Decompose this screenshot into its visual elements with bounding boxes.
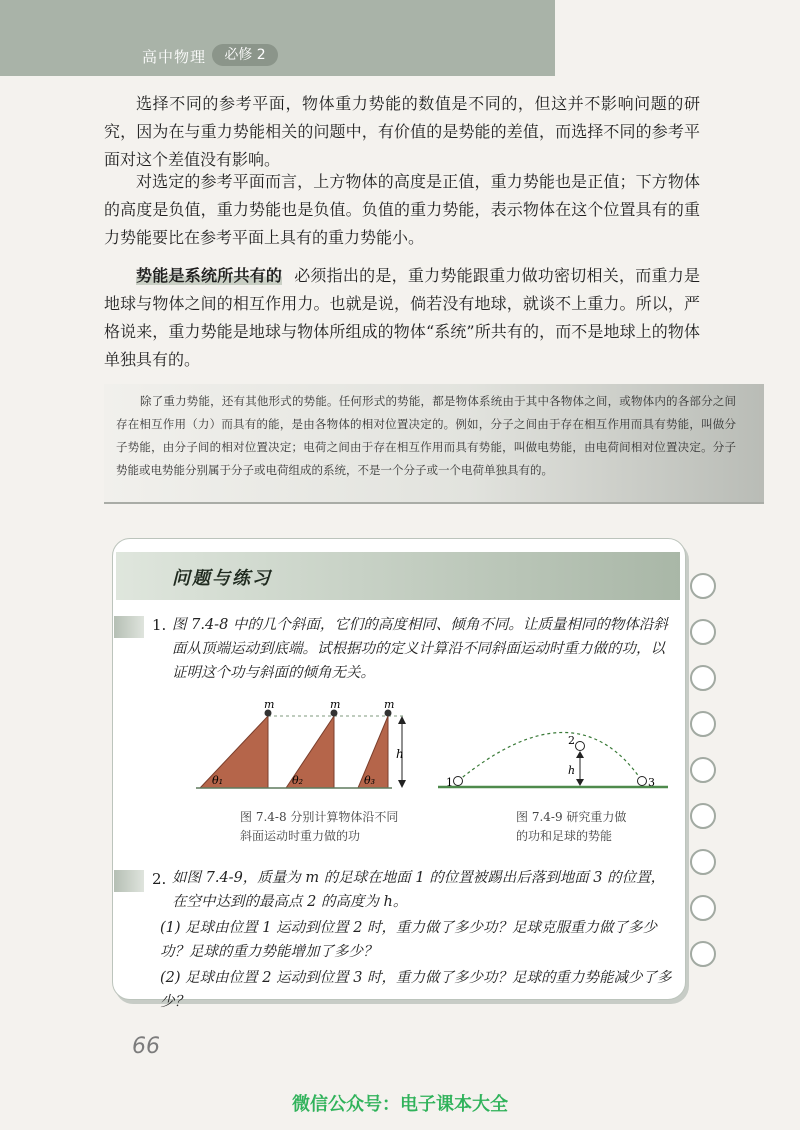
- position-label-2: 2: [568, 734, 575, 747]
- height-label: h: [396, 747, 404, 761]
- exercise-title: 问题与练习: [172, 568, 272, 589]
- paragraph-reference-plane: 选择不同的参考平面，物体重力势能的数值是不同的，但这并不影响问题的研究，因为在与重力势能相关的问题中，有价值的是势能的差值，而选择不同的参考平面对这个差值没有影响。: [104, 94, 700, 169]
- football-position-3: [638, 777, 647, 786]
- position-label-3: 3: [648, 776, 655, 789]
- reading-text: 除了重力势能，还有其他形式的势能。任何形式的势能，都是物体系统由于其中各物体之间，或物体内的各部分之间存在相互作用（力）而具有的能，是由各物体的相对位置决定的。例如，分子之间由于存在相互作用而具有势能，叫做分子势能，由分子间的相对位置决定；电荷之间由于存在相互作用而具有势能，叫做电势能，由电荷间相对位置决定。分子势能或电势能分别属于分子或电荷组成的系统，不是一个分子或一个电荷单独具有的。: [116, 394, 736, 477]
- mass-label: m: [384, 698, 395, 711]
- mass-label: m: [330, 698, 341, 711]
- position-label-1: 1: [446, 776, 453, 789]
- angle-label-2: θ₂: [292, 774, 304, 787]
- figure-football: [438, 733, 668, 790]
- height-arrowhead-up: [398, 716, 406, 724]
- question-2-sub-2: (2) 足球由位置 2 运动到位置 3 时，重力做了多少功？足球的重力势能减少了多少？: [160, 970, 672, 1010]
- figure-1-caption: 图 7.4-8 分别计算物体沿不同斜面运动时重力做的功: [240, 810, 399, 843]
- figure-inclines: [196, 698, 406, 788]
- question-2-text: 如图 7.4-9，质量为 m 的足球在地面 1 的位置被踢出后落到地面 3 的位置，在空中达到的最高点 2 的高度为 h。: [172, 870, 666, 910]
- football-position-2: [576, 742, 585, 751]
- trajectory-curve: [458, 733, 642, 782]
- volume-badge: 必修 2: [212, 44, 278, 66]
- section-body: 必须指出的是，重力势能跟重力做功密切相关，而重力是地球与物体之间的相互作用力。也就是说，倘若没有地球，就谈不上重力。所以，严格说来，重力势能是地球与物体所组成的物体“系统”所共有的，而不是地球上的物体单独具有的。: [104, 266, 700, 369]
- height-label: h: [568, 764, 576, 777]
- incline-1: [200, 716, 268, 788]
- question-2-number: 2.: [152, 870, 167, 888]
- section-heading: 势能是系统所共有的: [136, 266, 283, 285]
- book-title: 高中物理: [142, 48, 207, 66]
- figure-2-caption: 图 7.4-9 研究重力做的功和足球的势能: [516, 810, 627, 843]
- angle-label-1: θ₁: [212, 774, 224, 787]
- paragraph-sign-of-energy: 对选定的参考平面而言，上方物体的高度是正值，重力势能也是正值；下方物体的高度是负值，重力势能也是负值。负值的重力势能，表示物体在这个位置具有的重力势能要比在参考平面上具有的重力势能小。: [104, 172, 700, 247]
- height-arrowhead-down: [576, 779, 584, 786]
- watermark-text: 微信公众号：电子课本大全: [292, 1094, 508, 1115]
- height-arrowhead-up: [576, 751, 584, 758]
- football-position-1: [454, 777, 463, 786]
- height-arrowhead-down: [398, 780, 406, 788]
- mass-label: m: [264, 698, 275, 711]
- angle-label-3: θ₃: [364, 774, 376, 787]
- question-2-sub-1: (1) 足球由位置 1 运动到位置 2 时，重力做了多少功？足球克服重力做了多少功？足球的重力势能增加了多少？: [160, 920, 658, 960]
- question-marker: [114, 870, 144, 892]
- page-number: 66: [132, 1034, 160, 1059]
- question-1-number: 1.: [152, 616, 167, 634]
- question-1-text: 图 7.4-8 中的几个斜面，它们的高度相同、倾角不同。让质量相同的物体沿斜面从顶端运动到底端。试根据功的定义计算沿不同斜面运动时重力做的功，以证明这个功与斜面的倾角无关。: [172, 617, 668, 681]
